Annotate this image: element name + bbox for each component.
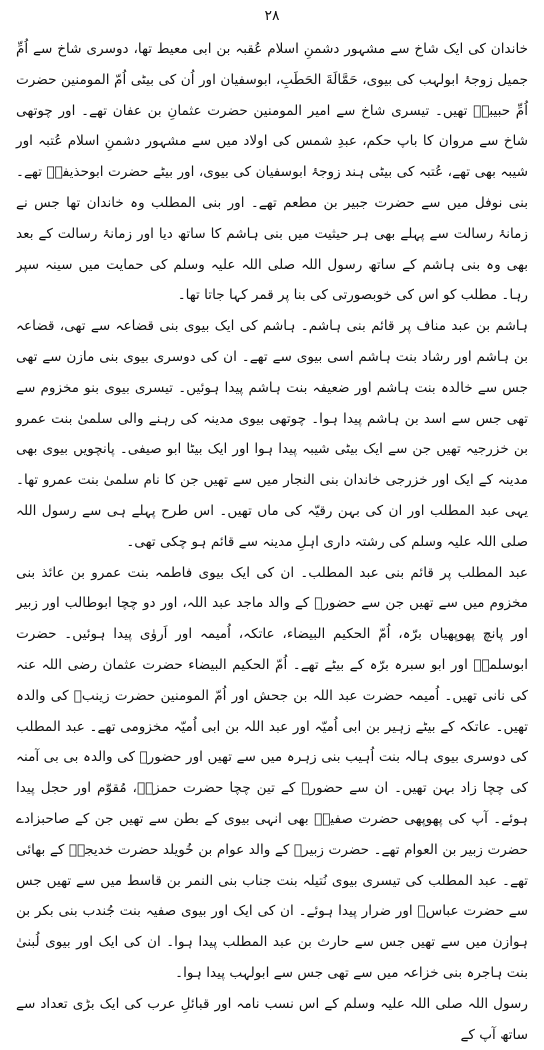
paragraph-1: خاندان کی ایک شاخ سے مشہور دشمنِ اسلام عُقبہ بن ابی معیط تھا، دوسری شاخ سے اُمِّ جمیل زوجۂ ابولہب کی بیوی، حَمَّالَةَ الحَطَبِ، ابوسفیان اور اُن کی بیٹی اُمّ المومنین حضرت اُمِّ حبیبہؓ تھیں۔ تیسری شاخ سے امیر المومنین حضرت عثمانِ بن عفان تھے۔ اور چوتھی شاخ سے مروان کا باپ حکم، عبدِ شمس کی اولاد میں سے مشہور دشمنِ اسلام عُتبہ اور شیبہ بھی تھے، عُتبہ کی بیٹی ہند زوجۂ ابوسفیان کی بیوی، اور بیٹے حضرت ابوحذیفہؓ تھے۔ بنی نوفل میں سے حضرت جبیر بن مطعم تھے۔ اور بنی المطلب وہ خاندان تھا جس نے زمانۂ رسالت سے پہلے بھی ہر حیثیت میں بنی ہاشم کا ساتھ دیا اور زمانۂ رسالت کے بعد بھی وہ بنی ہاشم کے ساتھ رسول اللہ صلی اللہ علیہ وسلم کی حمایت میں سینہ سپر رہا۔ مطلب کو اس کی خوبصورتی کی بنا پر قمر کہا جاتا تھا۔ [16,41,528,304]
paragraph-2: ہاشم بن عبد مناف پر قائم بنی ہاشم۔ ہاشم کی ایک بیوی بنی قضاعہ سے تھی، قضاعہ بن ہاشم اور رشاد بنت ہاشم اسی بیوی سے تھے۔ ان کی دوسری بیوی بنی مازن سے تھی جس سے خالدہ بنت ہاشم اور ضعیفہ بنت ہاشم پیدا ہوئیں۔ تیسری بیوی بنو مخزوم سے تھی جس سے اسد بن ہاشم پیدا ہوا۔ چوتھی بیوی مدینہ کی رہنے والی سلمیٰ بنت عمرو بن خزرجیہ تھیں جن سے ایک بیٹی شیبہ پیدا ہوا اور ایک بیٹا ابو صیفی۔ پانچویں بیوی بھی مدینہ کے ایک اور خزرجی خاندان بنی النجار میں سے تھیں جن کا نام سلمیٰ بنت عمرو تھا۔ یہی عبد المطلب اور ان کی بہن رقیّہ کی ماں تھیں۔ اس طرح پہلے ہی سے رسول اللہ صلی اللہ علیہ وسلم کی رشتہ داری اہلِ مدینہ سے قائم ہو چکی تھی۔ [16,318,528,550]
body-text [16,34,528,1050]
paragraph-4: رسول اللہ صلی اللہ علیہ وسلم کے اس نسب نامہ اور قبائلِ عرب کی ایک بڑی تعداد سے ساتھ آپ کے [16,995,528,1043]
page-number: ۲۸ [264,8,280,24]
paragraph-3: عبد المطلب پر قائم بنی عبد المطلب۔ ان کی ایک بیوی فاطمہ بنت عمرو بن عائذ بنی مخزوم میں سے تھیں جن سے حضورؐ کے والد ماجد عبد اللہ، اور دو چچا ابوطالب اور زبیر اور پانچ پھوپھیاں برّہ، اُمّ الحکیم البیضاء، عاتکہ، اُمیمہ اور اَروٰی پیدا ہوئیں۔ حضرت ابوسلمہؓ اور ابو سبرہ برّہ کے بیٹے تھے۔ اُمّ الحکیم البیضاء حضرت عثمان رضی اللہ عنہ کی نانی تھیں۔ اُمیمہ حضرت عبد اللہ بن جحش اور اُمّ المومنین حضرت زینبؓ کی والدہ تھیں۔ عاتکہ کے بیٹے زہیر بن ابی اُمیّہ اور عبد اللہ بن ابی اُمیّہ مخزومی تھے۔ عبد المطلب کی دوسری بیوی ہالہ بنت اُہیب بنی زہرہ میں سے تھیں اور حضورؐ کی والدہ بی بی آمنہ کی چچا زاد بہن تھیں۔ ان سے حضورؐ کے تین چچا حضرت حمزہؓ، مُقوّم اور حجل پیدا ہوئے۔ آپ کی پھوپھی حضرت صفیہؓ بھی انہی بیوی کے بطن سے تھیں جن کے صاحبزادے حضرت زبیر بن العوام تھے۔ حضرت زبیرؓ کے والد عوام بن خُویلد حضرت خدیجہؓ کے بھائی تھے۔ عبد المطلب کی تیسری بیوی نُتیلہ بنت جناب بنی النمر بن قاسط میں سے تھیں جس سے حضرت عباسؓ اور ضرار پیدا ہوئے۔ ان کی ایک اور بیوی صفیہ بنت جُندب بنی بکر بن ہوازن میں سے تھیں جس سے حارث بن عبد المطلب پیدا ہوا۔ ان کی ایک اور بیوی لُبنیٰ بنت ہاجرہ بنی خزاعہ میں سے تھی جس سے ابولہب پیدا ہوا۔ [16,564,528,981]
